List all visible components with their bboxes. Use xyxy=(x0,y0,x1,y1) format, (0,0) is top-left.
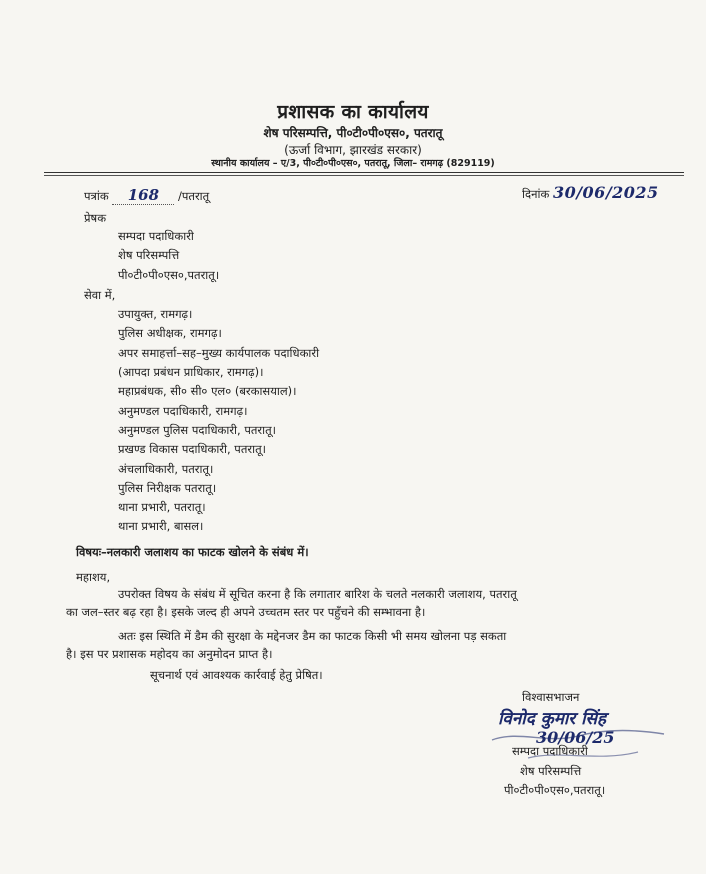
recipient-item: पुलिस अधीक्षक, रामगढ़। xyxy=(118,326,222,340)
recipient-item: थाना प्रभारी, पतरातू। xyxy=(118,500,206,514)
reference-line xyxy=(84,186,209,205)
body-paragraph-1-line-1: उपरोक्त विषय के संबंध में सूचित करना है कि लगातार बारिश के चलते नलकारी जलाशय, पतरातू xyxy=(118,587,517,601)
recipient-item: थाना प्रभारी, बासल। xyxy=(118,519,204,533)
date-value: 30/06/2025 xyxy=(552,183,659,202)
subject-line: विषयः–नलकारी जलाशय का फाटक खोलने के संबंध में। xyxy=(76,545,309,559)
office-title: प्रशासक का कार्यालय xyxy=(277,101,429,123)
body-paragraph-2-line-1: अतः इस स्थिति में डैम की सुरक्षा के मद्देनजर डैम का फाटक किसी भी समय खोलना पड़ सकता xyxy=(118,629,507,643)
body-paragraph-1-line-2: का जल–स्तर बढ़ रहा है। इसके जल्द ही अपने उच्चतम स्तर पर पहुँचने की सम्भावना है। xyxy=(66,605,426,619)
recipient-item: पुलिस निरीक्षक पतरातू। xyxy=(118,481,217,495)
recipient-item: अंचलाधिकारी, पतरातू। xyxy=(118,462,214,476)
date-line xyxy=(522,183,659,202)
salutation: महाशय, xyxy=(76,570,111,584)
office-department: (ऊर्जा विभाग, झारखंड सरकार) xyxy=(284,143,422,157)
date-label: दिनांक xyxy=(522,187,550,201)
handwritten-signature-name: विनोद कुमार सिंह xyxy=(498,709,607,729)
ref-label: पत्रांक xyxy=(84,189,109,203)
recipient-item: महाप्रबंधक, सी० सी० एल० (बरकासयाल)। xyxy=(118,384,297,398)
recipient-item: प्रखण्ड विकास पदाधिकारी, पतरातू। xyxy=(118,442,266,456)
ref-number: 168 xyxy=(112,186,174,205)
recipient-item: अपर समाहर्त्ता–सह–मुख्य कार्यपालक पदाधिकारी xyxy=(118,346,320,360)
recipient-item: (आपदा प्रबंधन प्राधिकार, रामगढ़)। xyxy=(118,365,264,379)
sender-line: शेष परिसम्पत्ति xyxy=(118,248,180,262)
recipient-item: अनुमण्डल पदाधिकारी, रामगढ़। xyxy=(118,404,248,418)
body-paragraph-2-line-2: है। इस पर प्रशासक महोदय का अनुमोदन प्राप्त है। xyxy=(66,647,273,661)
sender-line: सम्पदा पदाधिकारी xyxy=(118,229,194,243)
sender-line: पी०टी०पी०एस०,पतरातू। xyxy=(118,268,220,282)
ref-suffix: /पतरातू xyxy=(178,189,210,203)
signature-scribble-icon xyxy=(488,700,688,770)
signatory-place: पी०टी०पी०एस०,पतरातू। xyxy=(504,783,606,797)
closing: विश्वासभाजन xyxy=(522,690,580,704)
signatory-department: शेष परिसम्पत्ति xyxy=(520,764,582,778)
signatory-title: सम्पदा पदाधिकारी xyxy=(512,744,588,758)
letterhead-divider xyxy=(44,172,684,173)
office-address: स्थानीय कार्यालय – ए/3, पी०टी०पी०एस०, पतरातू, जिला– रामगढ़ (829119) xyxy=(211,158,495,169)
recipient-item: उपायुक्त, रामगढ़। xyxy=(118,307,193,321)
sender-label: प्रेषक xyxy=(84,211,107,225)
recipient-item: अनुमण्डल पुलिस पदाधिकारी, पतरातू। xyxy=(118,423,277,437)
office-subtitle: शेष परिसम्पत्ति, पी०टी०पी०एस०, पतरातू xyxy=(263,126,443,140)
recipients-label: सेवा में, xyxy=(84,288,116,302)
handwritten-signature-date: 30/06/25 xyxy=(536,728,615,747)
letterhead-divider-secondary xyxy=(44,175,684,176)
body-paragraph-3: सूचनार्थ एवं आवश्यक कार्रवाई हेतु प्रेषित। xyxy=(150,668,323,682)
